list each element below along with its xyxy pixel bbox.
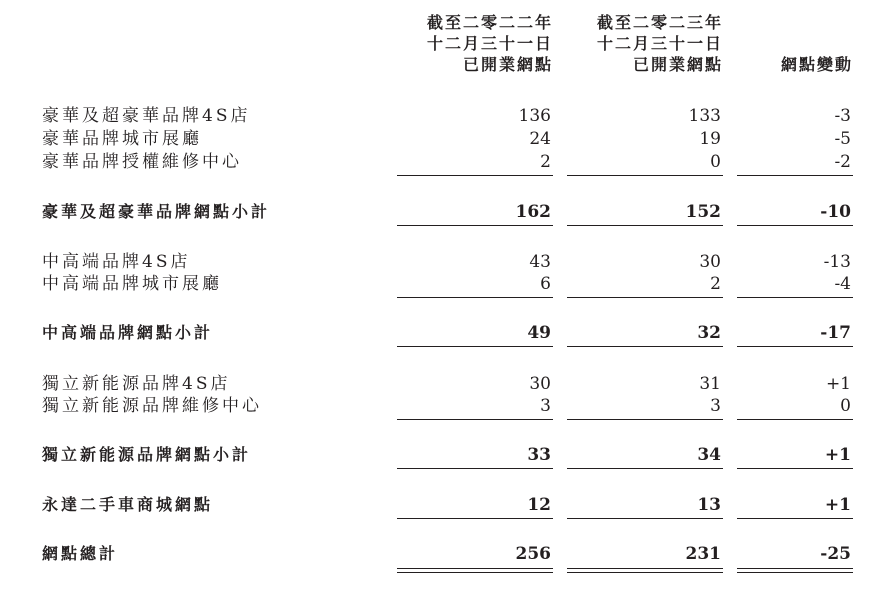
value-2022: 136 xyxy=(518,106,551,126)
subtotal-row xyxy=(0,201,890,223)
value-2022: 2 xyxy=(540,152,551,172)
total-row xyxy=(0,543,890,565)
value-change: +1 xyxy=(824,495,851,515)
header-2022-line3: 已開業網點 xyxy=(462,55,553,74)
divider xyxy=(737,518,853,519)
double-rule-bottom xyxy=(567,572,723,573)
value-change: -10 xyxy=(820,202,851,222)
divider xyxy=(397,225,553,226)
row-label: 豪華及超豪華品牌網點小計 xyxy=(42,202,271,221)
row-label: 獨立新能源品牌維修中心 xyxy=(42,396,262,416)
header-2023-line3: 已開業網點 xyxy=(632,55,723,74)
divider xyxy=(567,175,723,176)
value-change: -17 xyxy=(820,323,851,343)
value-change: -4 xyxy=(834,274,851,294)
divider xyxy=(397,419,553,420)
value-2022: 49 xyxy=(527,323,551,343)
double-rule-bottom xyxy=(397,572,553,573)
divider xyxy=(397,468,553,469)
row-label: 豪華品牌城市展廳 xyxy=(42,129,202,149)
value-2023: 19 xyxy=(699,129,721,149)
value-2023: 30 xyxy=(699,252,721,272)
double-rule-top xyxy=(397,568,553,569)
value-2023: 13 xyxy=(697,495,721,515)
row-label: 獨立新能源品牌4S店 xyxy=(42,374,231,394)
table-row xyxy=(0,373,890,395)
value-change: -13 xyxy=(823,252,851,272)
double-rule-top xyxy=(737,568,853,569)
row-label: 豪華及超豪華品牌4S店 xyxy=(42,106,251,126)
row-label: 獨立新能源品牌網點小計 xyxy=(42,445,252,464)
header-2022 xyxy=(380,12,553,75)
value-2022: 33 xyxy=(527,445,551,465)
value-2023: 32 xyxy=(697,323,721,343)
divider xyxy=(737,468,853,469)
header-change-label: 網點變動 xyxy=(780,55,853,74)
table-row xyxy=(0,273,890,295)
subtotal-row xyxy=(0,444,890,466)
table-row xyxy=(0,251,890,273)
value-2023: 0 xyxy=(710,152,721,172)
value-2023: 231 xyxy=(685,544,721,564)
row-label: 中高端品牌4S店 xyxy=(42,252,191,272)
subtotal-row xyxy=(0,494,890,516)
row-label: 豪華品牌授權維修中心 xyxy=(42,152,242,172)
value-2023: 3 xyxy=(710,396,721,416)
divider xyxy=(737,225,853,226)
divider xyxy=(397,297,553,298)
divider xyxy=(567,419,723,420)
header-2022-line1: 截至二零二二年 xyxy=(426,13,553,32)
header-2023-line1: 截至二零二三年 xyxy=(596,13,723,32)
divider xyxy=(737,297,853,298)
value-2022: 256 xyxy=(515,544,551,564)
row-label: 中高端品牌網點小計 xyxy=(42,323,214,342)
value-2022: 6 xyxy=(540,274,551,294)
table-row xyxy=(0,128,890,150)
header-change xyxy=(730,54,853,75)
divider xyxy=(397,346,553,347)
divider xyxy=(397,518,553,519)
value-2023: 133 xyxy=(688,106,721,126)
value-2023: 152 xyxy=(685,202,721,222)
value-change: -2 xyxy=(834,152,851,172)
double-rule-bottom xyxy=(737,572,853,573)
divider xyxy=(737,346,853,347)
divider xyxy=(567,468,723,469)
divider xyxy=(567,518,723,519)
row-label: 永達二手車商城網點 xyxy=(42,495,214,514)
value-2022: 162 xyxy=(515,202,551,222)
table-row xyxy=(0,105,890,127)
double-rule-top xyxy=(567,568,723,569)
value-2022: 12 xyxy=(527,495,551,515)
row-label: 中高端品牌城市展廳 xyxy=(42,274,222,294)
value-change: -5 xyxy=(834,129,851,149)
value-2022: 24 xyxy=(529,129,551,149)
header-2022-line2: 十二月三十一日 xyxy=(426,34,553,53)
divider xyxy=(567,225,723,226)
value-change: -3 xyxy=(834,106,851,126)
value-change: +1 xyxy=(824,445,851,465)
value-change: 0 xyxy=(840,396,851,416)
row-label: 網點總計 xyxy=(42,544,119,563)
divider xyxy=(737,419,853,420)
value-2023: 31 xyxy=(699,374,721,394)
value-2023: 34 xyxy=(697,445,721,465)
value-change: +1 xyxy=(825,374,851,394)
header-2023 xyxy=(550,12,723,75)
divider xyxy=(397,175,553,176)
value-2022: 43 xyxy=(529,252,551,272)
header-2023-line2: 十二月三十一日 xyxy=(596,34,723,53)
value-2022: 3 xyxy=(540,396,551,416)
value-2022: 30 xyxy=(529,374,551,394)
value-2023: 2 xyxy=(710,274,721,294)
divider xyxy=(567,297,723,298)
value-change: -25 xyxy=(820,544,851,564)
table-row xyxy=(0,395,890,417)
table-row xyxy=(0,151,890,173)
divider xyxy=(567,346,723,347)
subtotal-row xyxy=(0,322,890,344)
divider xyxy=(737,175,853,176)
